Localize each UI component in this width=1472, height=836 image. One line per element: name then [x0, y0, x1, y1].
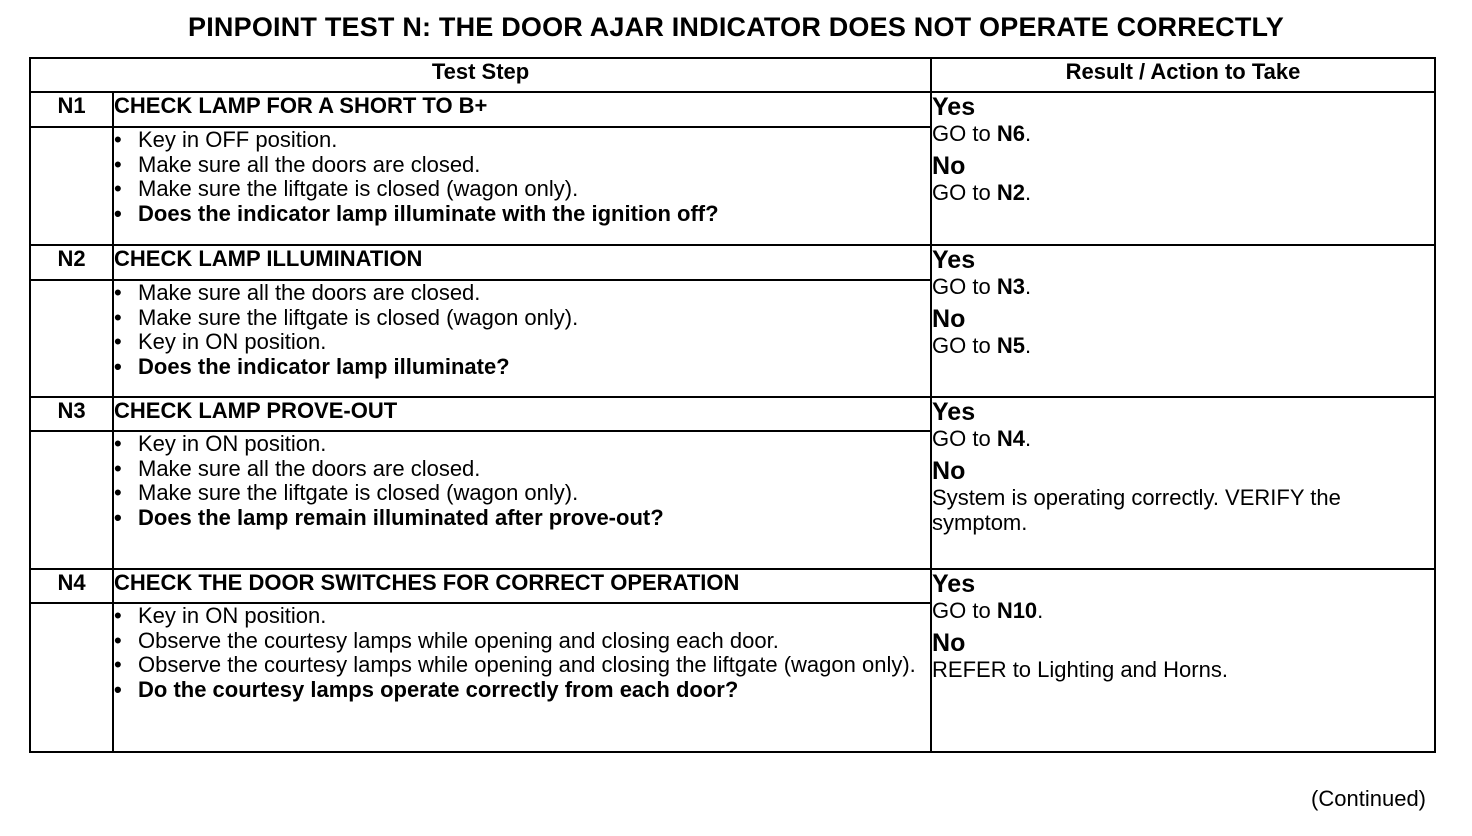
yes-answer — [932, 570, 1434, 623]
step-question: • Does the indicator lamp illuminate? — [114, 355, 930, 380]
step-bullet: • Make sure all the doors are closed. — [114, 457, 930, 482]
step-title: CHECK LAMP PROVE-OUT — [113, 397, 931, 431]
step-bullet: • Observe the courtesy lamps while opening and closing each door. — [114, 629, 930, 654]
step-id-blank — [30, 603, 113, 752]
target-step: N4 — [996, 426, 1025, 451]
yes-action — [932, 598, 1434, 623]
no-action — [932, 333, 1434, 358]
action-end: . — [1024, 180, 1032, 205]
result-header: Result / Action to Take — [931, 58, 1435, 92]
action-end: . — [1024, 274, 1032, 299]
yes-answer — [932, 398, 1434, 451]
step-bullet: • Key in ON position. — [114, 432, 930, 457]
step-bullet: • Key in ON position. — [114, 604, 930, 629]
action-text: System is operating correctly. VERIFY the symptom. — [932, 485, 1341, 535]
continued-note: (Continued) — [1311, 786, 1426, 811]
step-body — [113, 431, 931, 569]
result-cell — [931, 245, 1435, 397]
step-id-blank — [30, 431, 113, 569]
step-id: N3 — [30, 397, 113, 431]
step-bullets — [114, 128, 930, 226]
result-cell — [931, 569, 1435, 752]
step-bullet: • Make sure the liftgate is closed (wagon only). — [114, 177, 930, 202]
step-bullets — [114, 281, 930, 379]
step-bullet: • Key in ON position. — [114, 330, 930, 355]
action-end: . — [1037, 598, 1044, 623]
step-id-blank — [30, 280, 113, 397]
step-body — [113, 280, 931, 397]
target-step: N2 — [996, 180, 1025, 205]
yes-answer — [932, 246, 1434, 299]
action-text: GO to — [932, 274, 997, 299]
no-answer — [932, 152, 1434, 205]
yes-action — [932, 274, 1434, 299]
yes-label: Yes — [932, 570, 976, 598]
step-body — [113, 127, 931, 245]
no-action — [932, 180, 1434, 205]
step-title: CHECK THE DOOR SWITCHES FOR CORRECT OPERATION — [113, 569, 931, 603]
yes-label: Yes — [932, 246, 976, 274]
step-question: • Do the courtesy lamps operate correctly from each door? — [114, 678, 930, 703]
action-text: REFER to Lighting and Horns. — [932, 657, 1228, 682]
step-body — [113, 603, 931, 752]
step-id: N4 — [30, 569, 113, 603]
action-end: . — [1024, 426, 1032, 451]
step-question: • Does the indicator lamp illuminate with the ignition off? — [114, 202, 930, 227]
action-text: GO to — [932, 426, 997, 451]
step-id: N1 — [30, 92, 113, 127]
no-answer — [932, 629, 1434, 682]
action-text: GO to — [932, 180, 997, 205]
action-text: GO to — [932, 121, 997, 146]
action-text: GO to — [932, 598, 997, 623]
step-title-row — [30, 92, 1435, 127]
step-id: N2 — [30, 245, 113, 280]
target-step: N10 — [996, 598, 1038, 623]
step-title-row — [30, 397, 1435, 431]
no-answer — [932, 305, 1434, 358]
no-action — [932, 657, 1434, 682]
step-bullet: • Make sure all the doors are closed. — [114, 281, 930, 306]
yes-answer — [932, 93, 1434, 146]
page-title: PINPOINT TEST N: THE DOOR AJAR INDICATOR DOES NOT OPERATE CORRECTLY — [188, 12, 1284, 42]
step-title: CHECK LAMP ILLUMINATION — [113, 245, 931, 280]
pinpoint-test-table — [29, 57, 1436, 753]
step-title-row — [30, 569, 1435, 603]
test-step-header: Test Step — [30, 58, 931, 92]
yes-label: Yes — [932, 93, 976, 121]
no-answer — [932, 457, 1434, 535]
step-title: CHECK LAMP FOR A SHORT TO B+ — [113, 92, 931, 127]
header-row — [30, 58, 1435, 92]
step-bullet: • Make sure the liftgate is closed (wagon only). — [114, 481, 930, 506]
step-bullet: • Observe the courtesy lamps while opening and closing the liftgate (wagon only). — [114, 653, 930, 678]
yes-action — [932, 121, 1434, 146]
result-cell — [931, 397, 1435, 569]
result-cell — [931, 92, 1435, 245]
no-label: No — [932, 629, 966, 657]
no-label: No — [932, 305, 966, 333]
target-step: N5 — [996, 333, 1025, 358]
step-id-blank — [30, 127, 113, 245]
yes-label: Yes — [932, 398, 976, 426]
step-question: • Does the lamp remain illuminated after prove-out? — [114, 506, 930, 531]
target-step: N3 — [996, 274, 1025, 299]
no-label: No — [932, 152, 966, 180]
step-bullet: • Make sure the liftgate is closed (wagon only). — [114, 306, 930, 331]
no-label: No — [932, 457, 966, 485]
action-end: . — [1024, 333, 1032, 358]
no-action — [932, 485, 1434, 535]
action-text: GO to — [932, 333, 997, 358]
yes-action — [932, 426, 1434, 451]
step-bullets — [114, 432, 930, 530]
step-bullet: • Make sure all the doors are closed. — [114, 153, 930, 178]
action-end: . — [1024, 121, 1032, 146]
step-bullet: • Key in OFF position. — [114, 128, 930, 153]
step-title-row — [30, 245, 1435, 280]
target-step: N6 — [996, 121, 1025, 146]
step-bullets — [114, 604, 930, 702]
